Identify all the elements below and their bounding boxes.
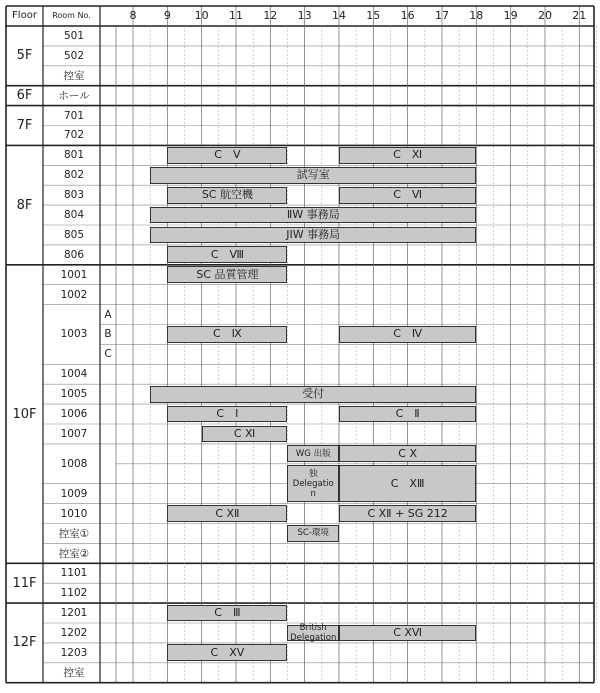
booking-bar [167,644,287,661]
booking-label: C ⅩⅥ [393,625,423,639]
booking-bar [167,147,287,164]
booking-label: C ⅩⅡ [215,506,240,520]
booking-label: ⅡW 事務局 [286,208,340,222]
booking-label: C ⅩⅢ [390,476,425,490]
hour-label: 11 [228,9,243,22]
hour-label: 9 [163,9,171,22]
room-number: 1101 [60,567,88,580]
booking-label: Delegatio [292,478,334,489]
booking-label: C Ⅰ [216,407,239,421]
booking-bar [167,246,287,263]
hour-label: 17 [434,9,449,22]
floor-label: 10F [12,406,37,422]
header-room: Room No. [52,11,91,20]
booking-bar [339,465,476,502]
booking-bar [287,525,338,542]
booking-label: C Ⅴ [214,148,241,162]
hour-label: 21 [572,9,587,22]
booking-label: C Ⅲ [214,606,241,620]
booking-bar [339,445,476,462]
booking-label: SC-環境 [297,528,329,539]
booking-label: 独 [308,468,318,479]
booking-label: C Ⅺ [233,426,256,440]
booking-bar [150,207,476,224]
room-number: 控室① [58,527,90,540]
booking-bar [150,386,476,403]
room-number: 801 [63,149,85,162]
booking-bar [167,326,287,343]
booking-label: C Ⅱ [395,407,420,421]
room-number: 控室 [63,667,85,680]
hour-label: 8 [129,9,137,22]
room-number: 1009 [60,487,88,500]
room-number: 1008 [60,457,88,470]
booking-bar [167,266,287,283]
room-number: 1002 [60,288,88,301]
booking-label: C ⅩⅡ + SG 212 [367,506,448,520]
floor-label: 11F [12,575,37,591]
booking-label: 受付 [302,387,325,401]
room-number: 802 [63,169,85,182]
room-number: 701 [63,109,85,122]
booking-bar [167,505,287,522]
hour-label: 15 [366,9,381,22]
room-number: 502 [63,49,85,62]
floor-label: 12F [12,635,37,651]
floor-label: 8F [16,197,33,213]
room-number: 702 [63,129,85,142]
booking-bar [287,465,338,502]
booking-bar [287,622,338,643]
room-number: 1201 [60,607,88,620]
room-number: 1004 [60,368,88,381]
booking-bar [150,167,476,184]
room-number: 804 [63,209,85,222]
floor-label: 5F [16,48,33,64]
room-number: 控室 [63,70,85,83]
room-number: 1010 [60,507,88,520]
sub-row-label: B [104,328,112,341]
booking-label: 試写室 [296,168,330,182]
room-number: ホール [58,90,90,103]
booking-bar [339,147,476,164]
room-number: 1102 [60,587,88,600]
sub-row-label: C [104,348,112,361]
floor-label: 7F [16,117,33,133]
room-number: 1007 [60,427,88,440]
header-floor: Floor [12,10,37,21]
booking-label: JIW 事務局 [286,227,341,241]
booking-bar [339,406,476,423]
booking-bar [167,187,287,204]
booking-bar [202,426,288,443]
booking-bar [167,605,287,622]
room-number: 1203 [60,646,88,659]
room-number: 1003 [60,328,88,341]
booking-bar [150,227,476,244]
room-number: 806 [63,248,85,261]
booking-bar [339,187,476,204]
booking-label: SC 航空機 [201,188,253,202]
room-number: 1006 [60,408,88,421]
booking-label: C Ⅷ [210,247,244,261]
hour-label: 14 [331,9,346,22]
booking-label: Delegation [290,632,337,643]
hour-label: 10 [194,9,209,22]
booking-bar [167,406,287,423]
booking-label: C Ⅳ [393,327,423,341]
booking-label: n [310,488,316,499]
hour-label: 19 [503,9,518,22]
booking-label: British [299,622,327,633]
sub-row-label: A [104,308,112,321]
booking-bar [287,445,338,462]
room-number: 1001 [60,268,88,281]
room-number: 805 [63,228,85,241]
room-number: 1202 [60,626,88,639]
booking-bar [339,625,476,642]
room-number: 803 [63,189,85,202]
booking-label: C Ⅺ [393,148,423,162]
booking-bar [339,326,476,343]
hour-label: 16 [400,9,415,22]
room-number: 501 [63,29,85,42]
hour-label: 20 [537,9,552,22]
booking-label: WG 出版 [295,448,331,459]
booking-label: C Ⅹ [398,446,417,460]
booking-label: C Ⅸ [213,327,242,341]
booking-label: SC 品質管理 [196,267,259,281]
hour-label: 13 [297,9,312,22]
hour-label: 12 [263,9,278,22]
room-number: 1005 [60,388,88,401]
booking-label: C Ⅵ [393,188,423,202]
room-number: 控室② [58,547,90,560]
booking-bar [339,505,476,522]
booking-label: C ⅩⅤ [210,645,245,659]
floor-label: 6F [16,88,33,104]
hour-label: 18 [469,9,484,22]
